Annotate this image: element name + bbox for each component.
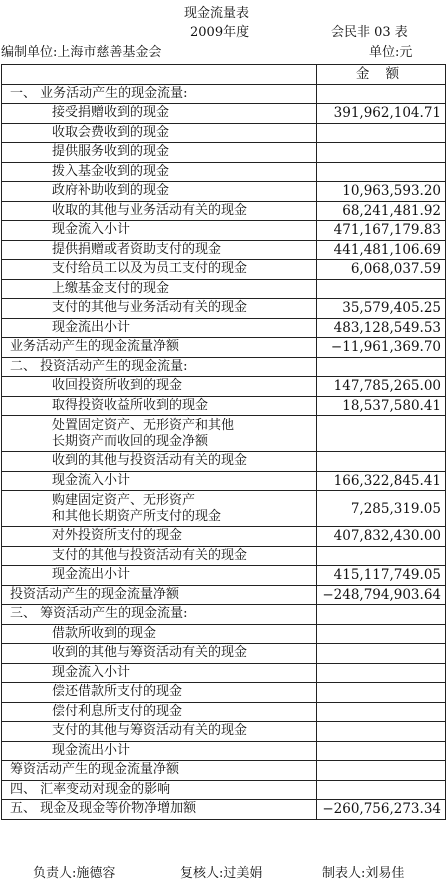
table-row: [2, 201, 446, 221]
row-label: 偿还借款所支付的现金: [2, 683, 317, 703]
row-amount: 18,537,580.41: [317, 396, 446, 416]
row-amount: 166,322,845.41: [317, 471, 446, 491]
row-label-line2: 和其他长期资产所支付的现金: [52, 508, 222, 524]
row-amount: 6,068,037.59: [317, 260, 446, 280]
row-amount: −260,756,273.34: [317, 800, 446, 820]
table-row: [2, 722, 446, 742]
row-label: 收取的其他与业务活动有关的现金: [2, 201, 317, 221]
row-label-line1: 购建固定资产、无形资产: [52, 492, 196, 508]
item-header-cell: [2, 65, 317, 85]
row-amount: [317, 683, 446, 703]
table-row: [2, 491, 446, 527]
row-label: 对外投资所支付的现金: [2, 527, 317, 547]
table-row: [2, 221, 446, 241]
row-label: 四、 汇率变动对现金的影响: [2, 780, 317, 800]
table-row: [2, 585, 446, 605]
row-label: 现金流入小计: [2, 663, 317, 683]
row-label: 筹资活动产生的现金流量净额: [2, 761, 317, 781]
table-row: [2, 299, 446, 319]
table-row: [2, 683, 446, 703]
table-row: [2, 279, 446, 299]
row-amount: [317, 624, 446, 644]
row-amount: 147,785,265.00: [317, 377, 446, 397]
table-row: [2, 396, 446, 416]
table-row: [2, 780, 446, 800]
row-label: 收回投资所收到的现金: [2, 377, 317, 397]
row-amount: [317, 780, 446, 800]
row-amount: [317, 702, 446, 722]
row-label: 投资活动产生的现金流量净额: [2, 585, 317, 605]
table-row: [2, 162, 446, 182]
report-title: 现金流量表: [184, 6, 250, 21]
table-row: [2, 377, 446, 397]
table-row: [2, 338, 446, 358]
table-row: [2, 663, 446, 683]
table-row: [2, 527, 446, 547]
row-label: [2, 416, 317, 452]
table-row: [2, 260, 446, 280]
table-row: [2, 123, 446, 143]
row-amount: −248,794,903.64: [317, 585, 446, 605]
row-amount: [317, 663, 446, 683]
row-label: 一、 业务活动产生的现金流量:: [2, 84, 317, 104]
row-amount: [317, 84, 446, 104]
row-label: 取得投资收益所收到的现金: [2, 396, 317, 416]
table-row: [2, 761, 446, 781]
table-row: [2, 471, 446, 491]
row-label: 提供捐赠或者资助支付的现金: [2, 240, 317, 260]
row-label: 现金流出小计: [2, 566, 317, 586]
table-row: [2, 104, 446, 124]
row-label: 政府补助收到的现金: [2, 182, 317, 202]
row-amount: [317, 644, 446, 664]
row-amount: −11,961,369.70: [317, 338, 446, 358]
row-amount: [317, 357, 446, 377]
report-year: 2009年度: [190, 25, 250, 40]
row-label-line2: 长期资产而收回的现金净额: [52, 433, 209, 449]
table-row: [2, 624, 446, 644]
table-row: [2, 416, 446, 452]
owner-signature: 负责人:施德容: [33, 866, 116, 881]
row-amount: 441,481,106.69: [317, 240, 446, 260]
row-amount: [317, 279, 446, 299]
row-amount: 391,962,104.71: [317, 104, 446, 124]
row-label: 二、 投资活动产生的现金流量:: [2, 357, 317, 377]
table-row: [2, 240, 446, 260]
table-row: [2, 702, 446, 722]
row-amount: [317, 123, 446, 143]
table-row: [2, 644, 446, 664]
table-row: [2, 182, 446, 202]
row-amount: 10,963,593.20: [317, 182, 446, 202]
row-amount: 471,167,179.83: [317, 221, 446, 241]
row-label: 现金流出小计: [2, 741, 317, 761]
amount-header: 金 额: [317, 65, 446, 85]
row-amount: [317, 452, 446, 472]
row-label: 现金流出小计: [2, 318, 317, 338]
row-amount: 68,241,481.92: [317, 201, 446, 221]
row-amount: 35,579,405.25: [317, 299, 446, 319]
row-label: 收到的其他与筹资活动有关的现金: [2, 644, 317, 664]
row-label: 借款所收到的现金: [2, 624, 317, 644]
row-amount: [317, 761, 446, 781]
row-amount: [317, 741, 446, 761]
row-amount: [317, 722, 446, 742]
row-label: [2, 491, 317, 527]
preparer-signature: 制表人:刘易佳: [322, 866, 405, 881]
row-label: 收到的其他与投资活动有关的现金: [2, 452, 317, 472]
currency-unit: 单位:元: [369, 45, 413, 60]
row-amount: [317, 546, 446, 566]
row-label: 偿付利息所支付的现金: [2, 702, 317, 722]
row-label: 现金流入小计: [2, 471, 317, 491]
row-amount: 483,128,549.53: [317, 318, 446, 338]
table-row: [2, 143, 446, 163]
reviewer-signature: 复核人:过美娟: [180, 866, 263, 881]
table-row: [2, 800, 446, 820]
table-row: [2, 605, 446, 625]
row-label: 支付的其他与投资活动有关的现金: [2, 546, 317, 566]
table-row: [2, 741, 446, 761]
row-label: 三、 筹资活动产生的现金流量:: [2, 605, 317, 625]
table-row: [2, 566, 446, 586]
row-amount: [317, 605, 446, 625]
form-number: 会民非 03 表: [331, 25, 408, 40]
row-amount: 407,832,430.00: [317, 527, 446, 547]
row-label: 接受捐赠收到的现金: [2, 104, 317, 124]
row-label: 业务活动产生的现金流量净额: [2, 338, 317, 358]
organization-name: 编制单位:上海市慈善基金会: [1, 45, 162, 60]
cash-flow-table: [1, 64, 446, 820]
row-label: 拨入基金收到的现金: [2, 162, 317, 182]
row-label: 支付给员工以及为员工支付的现金: [2, 260, 317, 280]
table-row: [2, 452, 446, 472]
row-label: 提供服务收到的现金: [2, 143, 317, 163]
row-label: 支付的其他与筹资活动有关的现金: [2, 722, 317, 742]
table-row: [2, 84, 446, 104]
row-label: 支付的其他与业务活动有关的现金: [2, 299, 317, 319]
row-label: 现金流入小计: [2, 221, 317, 241]
row-label: 五、 现金及现金等价物净增加额: [2, 800, 317, 820]
row-amount: [317, 416, 446, 452]
table-row: [2, 546, 446, 566]
row-amount: 415,117,749.05: [317, 566, 446, 586]
table-row: [2, 318, 446, 338]
row-amount: [317, 162, 446, 182]
row-label: 上缴基金支付的现金: [2, 279, 317, 299]
row-amount: 7,285,319.05: [317, 491, 446, 527]
row-amount: [317, 143, 446, 163]
row-label-line1: 处置固定资产、无形资产和其他: [52, 417, 235, 433]
table-row: [2, 357, 446, 377]
row-label: 收取会费收到的现金: [2, 123, 317, 143]
table-header-row: [2, 65, 446, 85]
